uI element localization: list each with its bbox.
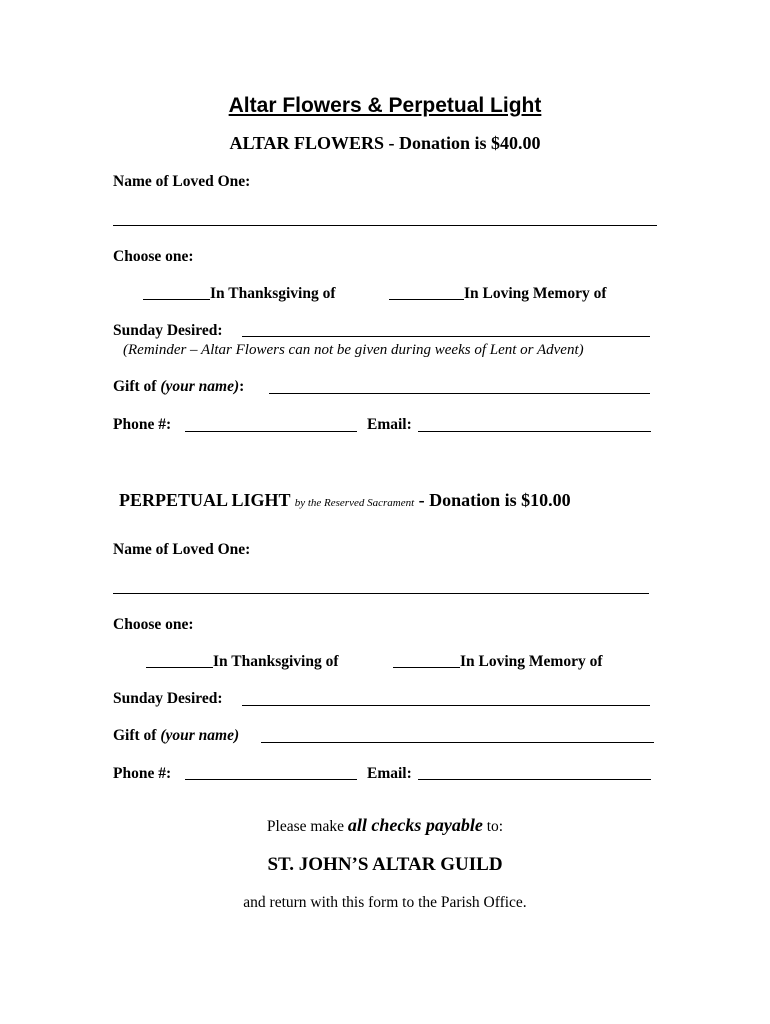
light-thanksgiving-option: In Thanksgiving of [213,653,339,670]
perpetual-light-heading-main: PERPETUAL LIGHT [119,490,291,510]
page-title: Altar Flowers & Perpetual Light [228,94,542,117]
light-gift-label-prefix: Gift of [113,727,161,744]
light-email-label: Email: [367,765,412,782]
altar-gift-label-italic: (your name) [160,378,240,395]
light-name-label: Name of Loved One: [113,541,251,558]
payable-prefix: Please make [266,818,348,835]
light-gift-field[interactable] [261,742,654,743]
light-phone-label: Phone #: [113,765,172,782]
altar-reminder-note: (Reminder – Altar Flowers can not be given during weeks of Lent or Advent) [123,342,584,358]
altar-email-field[interactable] [418,431,651,432]
payee-name: ST. JOHN’S ALTAR GUILD [267,854,503,875]
altar-sunday-field[interactable] [242,336,650,337]
altar-name-field[interactable] [113,225,657,226]
light-thanksgiving-blank[interactable] [146,667,213,668]
light-memory-blank[interactable] [393,667,460,668]
light-phone-field[interactable] [185,779,357,780]
altar-phone-label: Phone #: [113,416,172,433]
light-choose-label: Choose one: [113,616,194,633]
altar-flowers-heading: ALTAR FLOWERS - Donation is $40.00 [229,133,541,153]
light-gift-label-italic: (your name) [160,727,240,744]
payable-suffix: to: [482,818,504,835]
perpetual-light-heading-sub: by the Reserved Sacrament [294,497,415,509]
light-gift-label [113,727,239,745]
altar-memory-blank[interactable] [389,299,464,300]
light-memory-option: In Loving Memory of [460,653,603,670]
perpetual-light-heading [119,490,571,511]
light-sunday-label: Sunday Desired: [113,690,223,707]
altar-choose-label: Choose one: [113,248,194,265]
altar-memory-option: In Loving Memory of [464,285,607,302]
light-sunday-field[interactable] [242,705,650,706]
payable-emphasis: all checks payable [347,815,483,835]
perpetual-light-heading-donation: - Donation is $10.00 [418,490,571,510]
return-note: and return with this form to the Parish Office. [243,894,527,911]
altar-phone-field[interactable] [185,431,357,432]
altar-email-label: Email: [367,416,412,433]
altar-gift-field[interactable] [269,393,650,394]
light-email-field[interactable] [418,779,651,780]
altar-name-label: Name of Loved One: [113,173,251,190]
altar-sunday-label: Sunday Desired: [113,322,223,339]
altar-thanksgiving-blank[interactable] [143,299,210,300]
altar-gift-label-prefix: Gift of [113,378,161,395]
light-name-field[interactable] [113,593,649,594]
payable-note [0,815,770,836]
altar-gift-label-suffix: : [239,378,245,395]
altar-gift-label [113,378,244,396]
altar-thanksgiving-option: In Thanksgiving of [210,285,336,302]
